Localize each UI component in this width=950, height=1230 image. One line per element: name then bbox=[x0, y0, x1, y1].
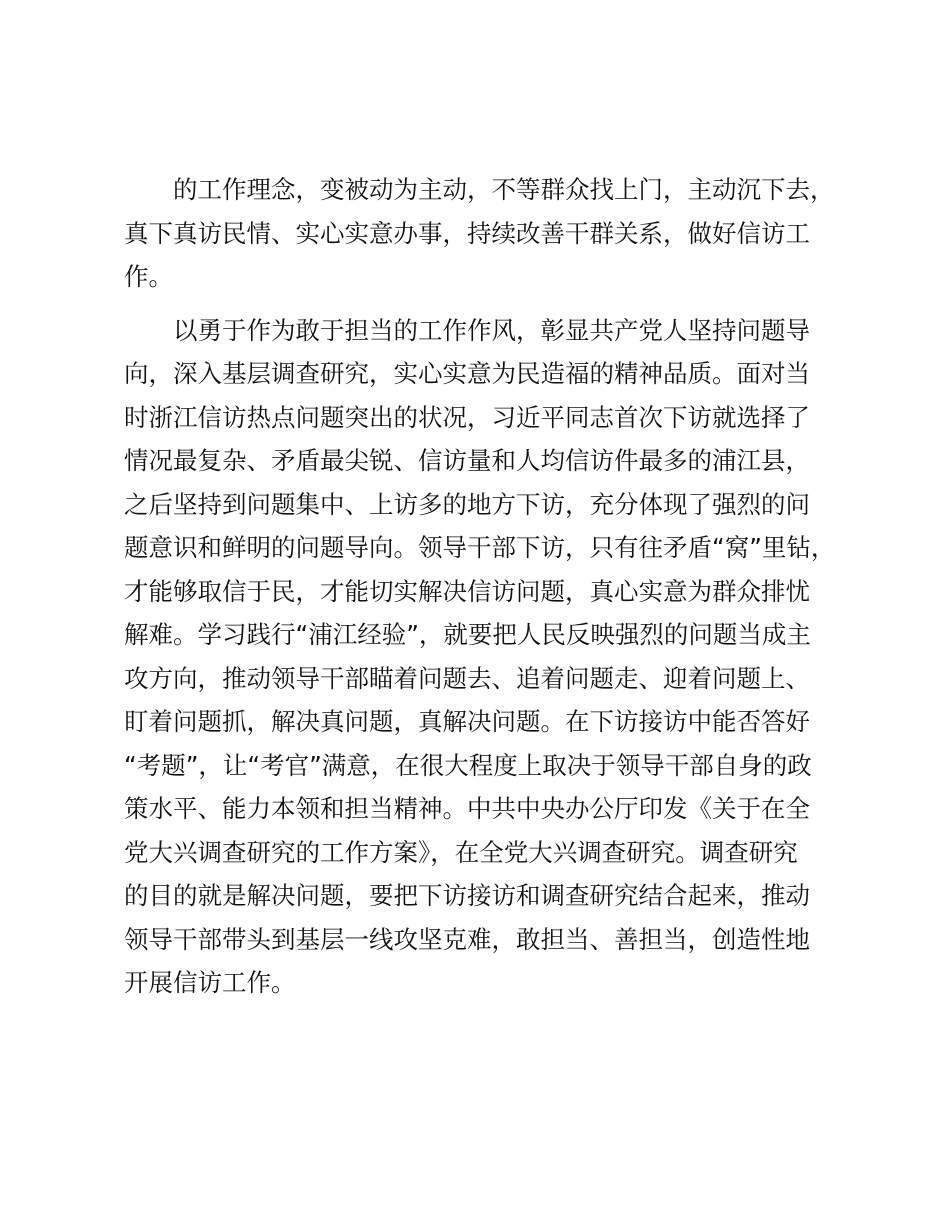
text-line: 策水平、能力本领和担当精神。中共中央办公厅印发《关于在全 bbox=[124, 794, 810, 823]
text-line: 向，深入基层调查研究，实心实意为民造福的精神品质。面对当 bbox=[124, 359, 810, 388]
text-line: 领导干部带头到基层一线攻坚克难，敢担当、善担当，创造性地 bbox=[124, 924, 810, 954]
text-line: 之后坚持到问题集中、上访多的地方下访，充分体现了强烈的问 bbox=[124, 489, 810, 519]
text-line: 以勇于作为敢于担当的工作作风，彰显共产党人坚持问题导 bbox=[124, 315, 810, 345]
text-line: 真下真访民情、实心实意办事，持续改善干群关系，做好信访工 bbox=[124, 218, 810, 248]
text-line: 情况最复杂、矛盾最尖锐、信访量和人均信访件最多的浦江县， bbox=[124, 446, 810, 475]
paragraph-1 bbox=[124, 168, 859, 299]
text-line: 攻方向，推动领导干部瞄着问题去、追着问题走、迎着问题上、 bbox=[124, 663, 810, 693]
document-body bbox=[124, 168, 859, 1005]
text-line: 的工作理念，变被动为主动，不等群众找上门，主动沉下去， bbox=[124, 175, 835, 204]
text-line: “考题”，让“考官”满意，在很大程度上取决于领导干部自身的政 bbox=[124, 750, 812, 780]
text-line: 作。 bbox=[124, 262, 173, 291]
text-line: 解难。学习践行“浦江经验”，就要把人民反映强烈的问题当成主 bbox=[124, 620, 811, 649]
text-line: 开展信访工作。 bbox=[124, 968, 296, 997]
text-line: 题意识和鲜明的问题导向。领导干部下访，只有往矛盾“窝”里钻， bbox=[124, 533, 836, 562]
text-line: 盯着问题抓，解决真问题，真解决问题。在下访接访中能否答好 bbox=[124, 707, 810, 736]
text-line: 时浙江信访热点问题突出的状况，习近平同志首次下访就选择了 bbox=[124, 402, 810, 432]
text-line: 才能够取信于民，才能切实解决信访问题，真心实意为群众排忧 bbox=[124, 576, 810, 606]
text-line: 的目的就是解决问题，要把下访接访和调查研究结合起来，推动 bbox=[124, 881, 810, 910]
paragraph-spacer bbox=[124, 299, 859, 309]
paragraph-2 bbox=[124, 309, 859, 1005]
text-line: 党大兴调查研究的工作方案》，在全党大兴调查研究。调查研究 bbox=[124, 837, 798, 867]
